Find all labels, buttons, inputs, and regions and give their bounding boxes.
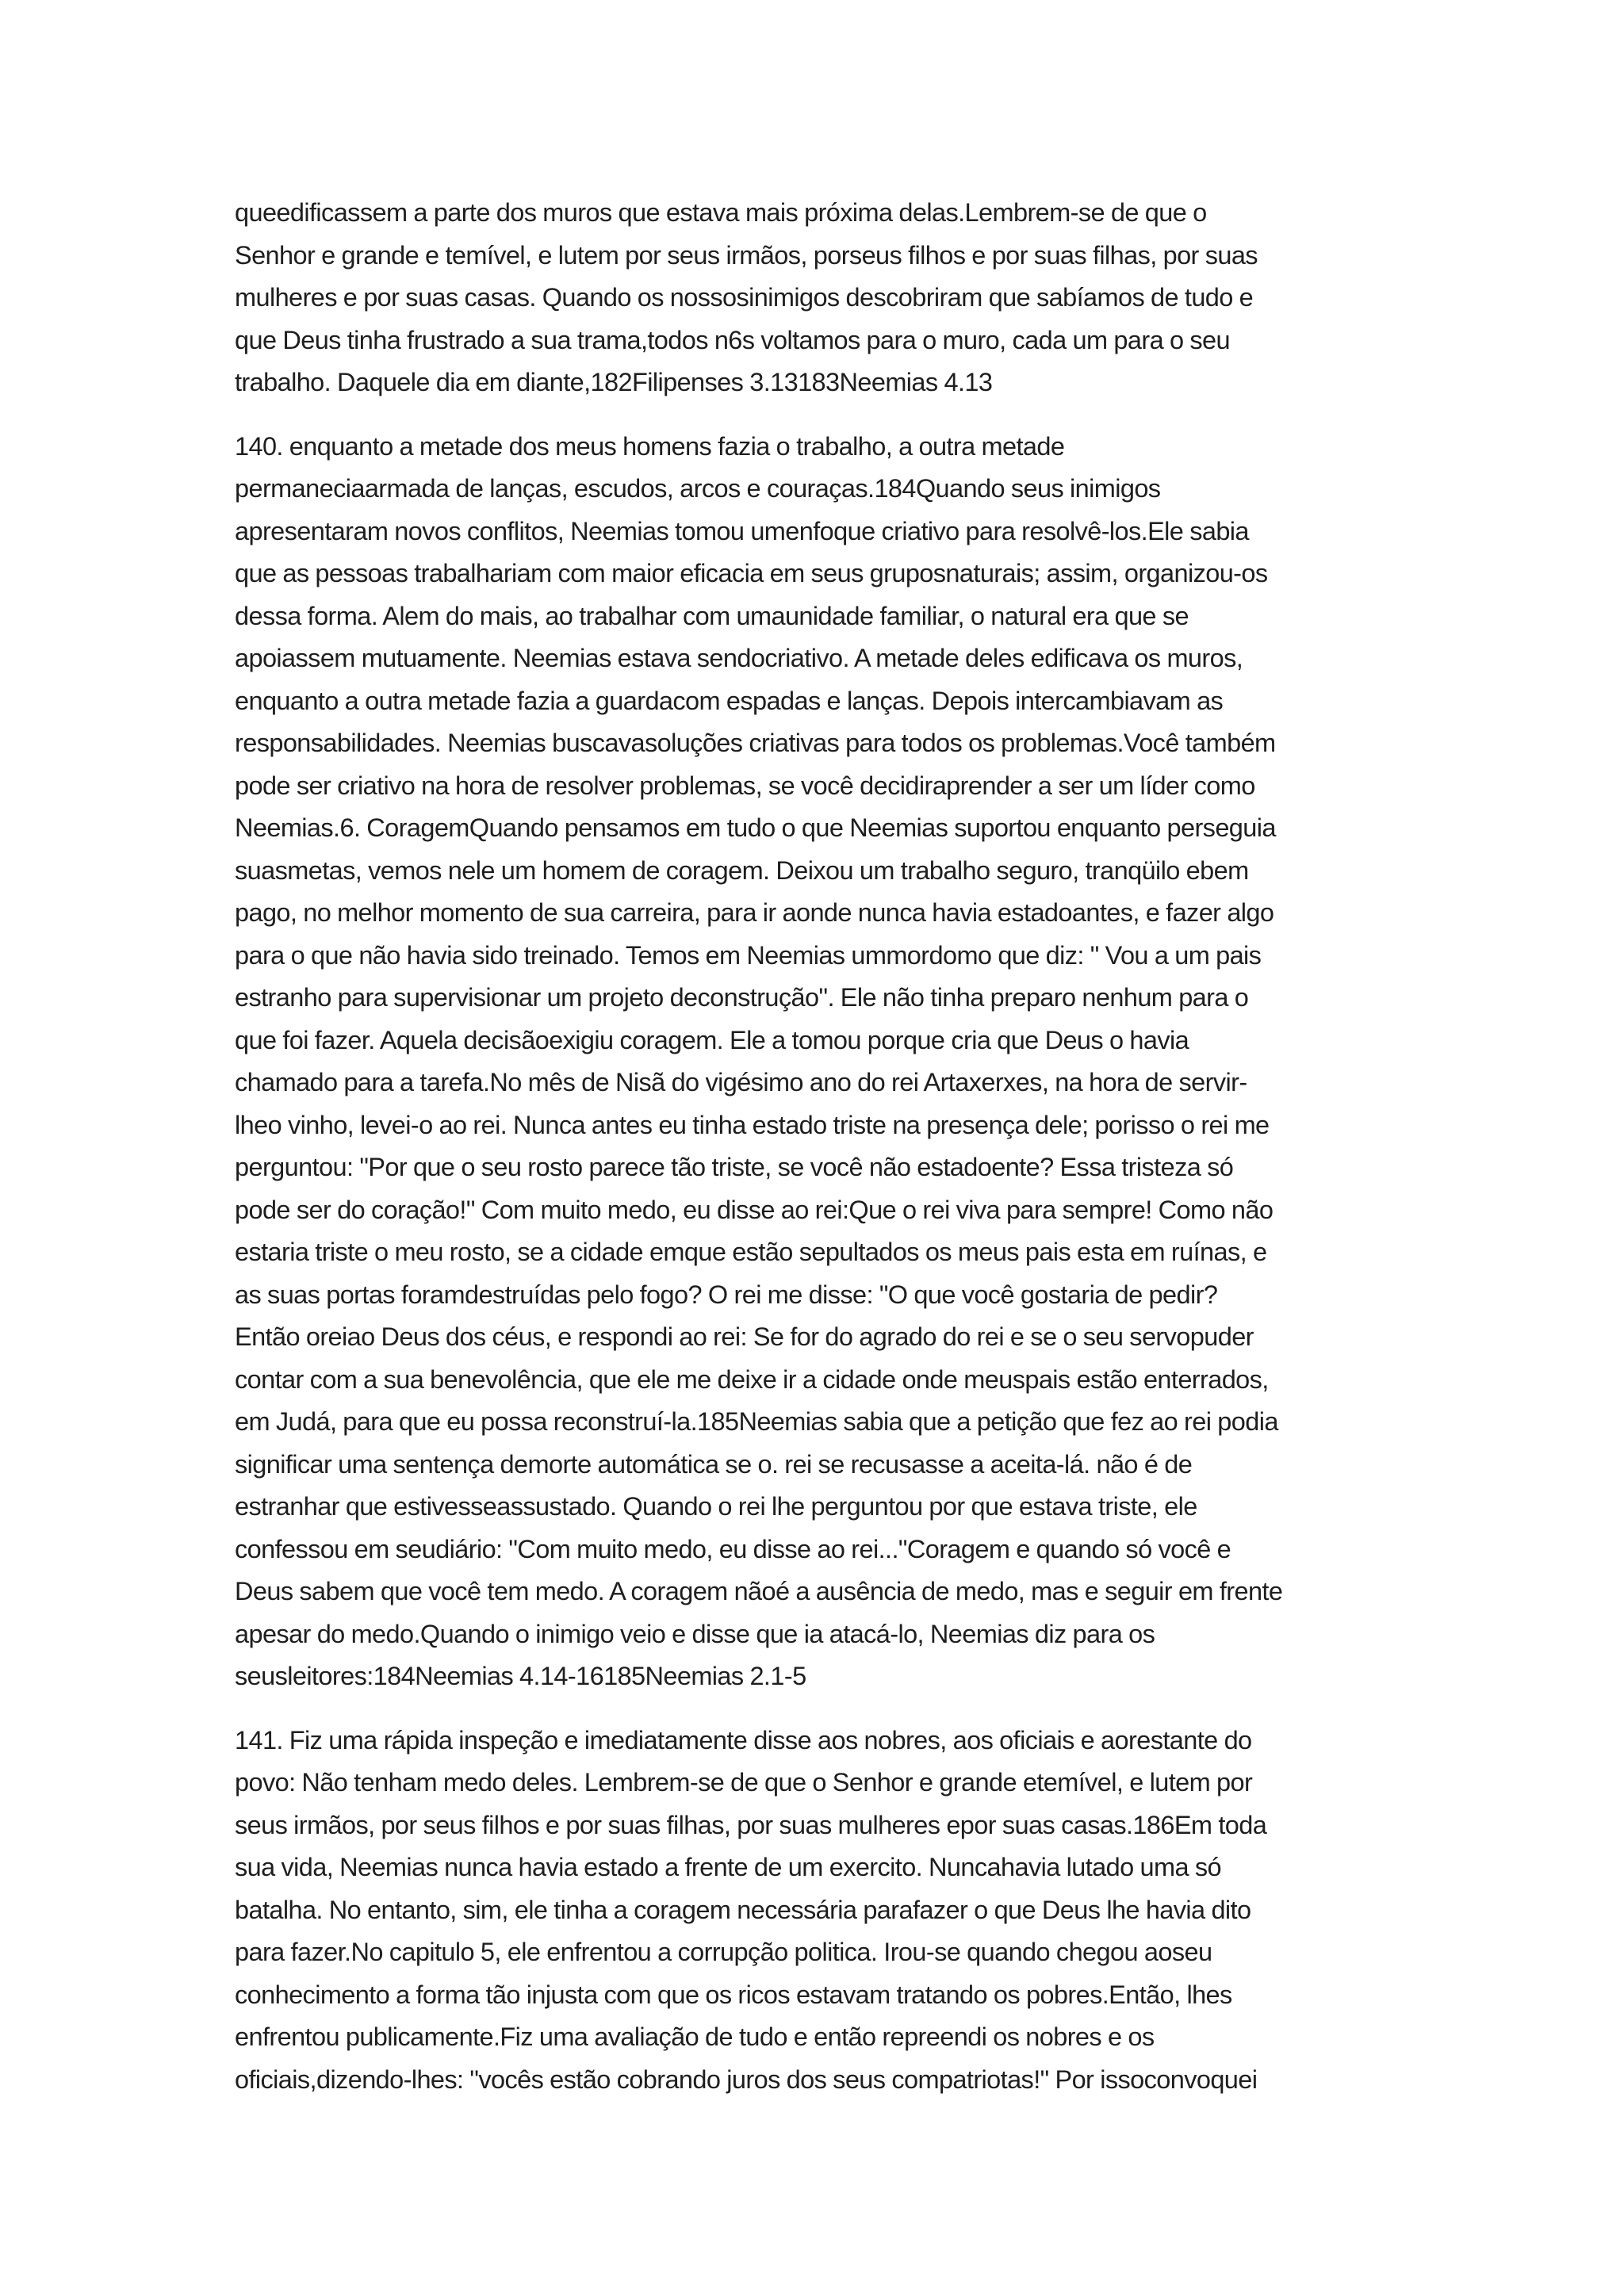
text-line: enfrentou publicamente.Fiz uma avaliação de tudo e então repreendi os nobres e os xyxy=(235,2022,1155,2051)
text-line: estaria triste o meu rosto, se a cidade emque estão sepultados os meus pais esta em ruínas, e xyxy=(235,1238,1267,1266)
text-line: pago, no melhor momento de sua carreira, para ir aonde nunca havia estadoantes, e fazer algo xyxy=(235,898,1274,927)
text-line: queedificassem a parte dos muros que estava mais próxima delas.Lembrem-se de que o xyxy=(235,198,1207,227)
text-line: que Deus tinha frustrado a sua trama,todos n6s voltamos para o muro, cada um para o seu xyxy=(235,325,1230,354)
document-page xyxy=(235,192,1413,2122)
text-line: conhecimento a forma tão injusta com que os ricos estavam tratando os pobres.Então, lhes xyxy=(235,1980,1232,2009)
text-line: chamado para a tarefa.No mês de Nisã do vigésimo ano do rei Artaxerxes, na hora de servir- xyxy=(235,1068,1247,1096)
paragraph-140 xyxy=(235,426,1413,1698)
text-line: suasmetas, vemos nele um homem de coragem. Deixou um trabalho seguro, tranqüilo ebem xyxy=(235,855,1249,885)
text-line: responsabilidades. Neemias buscavasoluções criativas para todos os problemas.Você também xyxy=(235,729,1276,757)
text-line: permaneciaarmada de lanças, escudos, arcos e couraças.184Quando seus inimigos xyxy=(235,474,1161,503)
text-line: estranhar que estivesseassustado. Quando o rei lhe perguntou por que estava triste, ele xyxy=(235,1492,1197,1521)
text-line: para fazer.No capitulo 5, ele enfrentou a corrupção politica. Irou-se quando chegou aoseu xyxy=(235,1938,1212,1966)
text-line: contar com a sua benevolência, que ele me deixe ir a cidade onde meuspais estão enterrados, xyxy=(235,1364,1269,1394)
text-line: Então oreiao Deus dos céus, e respondi ao rei: Se for do agrado do rei e se o seu servopuder xyxy=(235,1322,1254,1351)
text-line: oficiais,dizendo-lhes: "vocês estão cobrando juros dos seus compatriotas!" Por issoconvoquei xyxy=(235,2064,1258,2094)
text-line: estranho para supervisionar um projeto deconstrução". Ele não tinha preparo nenhum para o xyxy=(235,983,1249,1012)
text-line: Neemias.6. CoragemQuando pensamos em tudo o que Neemias suportou enquanto perseguia xyxy=(235,813,1276,842)
text-line: apresentaram novos conflitos, Neemias tomou umenfoque criativo para resolvê-los.Ele sabia xyxy=(235,516,1249,545)
text-line: em Judá, para que eu possa reconstruí-la.185Neemias sabia que a petição que fez ao rei podia xyxy=(235,1407,1278,1436)
text-line: 140. enquanto a metade dos meus homens fazia o trabalho, a outra metade xyxy=(235,431,1065,461)
paragraph-1 xyxy=(235,192,1413,404)
text-line: pode ser criativo na hora de resolver problemas, se você decidiraprender a ser um líder como xyxy=(235,771,1255,800)
text-line: para o que não havia sido treinado. Temos em Neemias ummordomo que diz: " Vou a um pais xyxy=(235,940,1262,970)
text-line: Senhor e grande e temível, e lutem por seus irmãos, porseus filhos e por suas filhas, por suas xyxy=(235,240,1258,270)
text-line: apoiassem mutuamente. Neemias estava sendocriativo. A metade deles edificava os muros, xyxy=(235,644,1243,672)
text-line: apesar do medo.Quando o inimigo veio e disse que ia atacá-lo, Neemias diz para os xyxy=(235,1619,1155,1648)
text-line: confessou em seudiário: "Com muito medo, eu disse ao rei..."Coragem e quando só você e xyxy=(235,1534,1231,1563)
text-line: 141. Fiz uma rápida inspeção e imediatamente disse aos nobres, aos oficiais e aorestante do xyxy=(235,1725,1252,1755)
text-line: que foi fazer. Aquela decisãoexigiu coragem. Ele a tomou porque cria que Deus o havia xyxy=(235,1025,1189,1054)
text-line: sua vida, Neemias nunca havia estado a frente de um exercito. Nuncahavia lutado uma só xyxy=(235,1853,1221,1881)
text-line: povo: Não tenham medo deles. Lembrem-se de que o Senhor e grande etemível, e lutem por xyxy=(235,1768,1253,1797)
text-line: mulheres e por suas casas. Quando os nossosinimigos descobriram que sabíamos de tudo e xyxy=(235,283,1254,312)
text-line: seusleitores:184Neemias 4.14-16185Neemias 2.1-5 xyxy=(235,1662,806,1690)
text-line: lheo vinho, levei-o ao rei. Nunca antes eu tinha estado triste na presença dele; porisso o rei me xyxy=(235,1110,1270,1139)
text-line: significar uma sentença demorte automática se o. rei se recusasse a aceita-lá. não é de xyxy=(235,1449,1193,1479)
text-line: que as pessoas trabalhariam com maior eficacia em seus gruposnaturais; assim, organizou-os xyxy=(235,559,1268,587)
text-line: pode ser do coração!" Com muito medo, eu disse ao rei:Que o rei viva para sempre! Como não xyxy=(235,1195,1274,1224)
text-line: batalha. No entanto, sim, ele tinha a coragem necessária parafazer o que Deus lhe havia dito xyxy=(235,1895,1251,1924)
text-line: perguntou: "Por que o seu rosto parece tão triste, se você não estadoente? Essa tristeza só xyxy=(235,1153,1234,1181)
text-line: seus irmãos, por seus filhos e por suas filhas, por suas mulheres epor suas casas.186Em toda xyxy=(235,1810,1267,1839)
text-line: dessa forma. Alem do mais, ao trabalhar com umaunidade familiar, o natural era que se xyxy=(235,601,1189,630)
text-line: Deus sabem que você tem medo. A coragem nãoé a ausência de medo, mas e seguir em frente xyxy=(235,1577,1283,1605)
text-line: as suas portas foramdestruídas pelo fogo? O rei me disse: "O que você gostaria de pedir? xyxy=(235,1280,1218,1309)
paragraph-141 xyxy=(235,1720,1413,2102)
text-line: enquanto a outra metade fazia a guardacom espadas e lanças. Depois intercambiavam as xyxy=(235,686,1224,715)
text-line: trabalho. Daquele dia em diante,182Filipenses 3.13183Neemias 4.13 xyxy=(235,368,993,396)
